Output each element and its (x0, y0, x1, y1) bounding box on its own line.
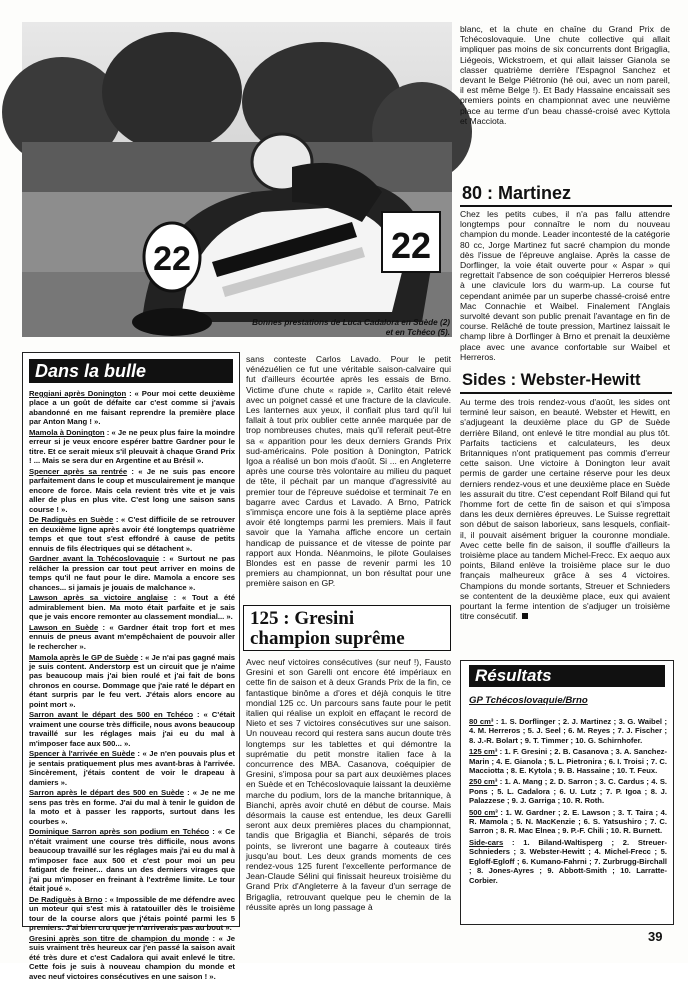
result-item (469, 717, 667, 745)
quote-head: Sarron après le départ des 500 en Suède (29, 788, 185, 798)
heading-rule (460, 205, 672, 207)
result-item (469, 808, 667, 836)
quote-item (29, 389, 235, 427)
quote-text: : « Je n'ai pas gagné mais je suis content. Anderstorp est un circuit que je n'aime pas beaucoup mais j'ai bien roulé et j'ai fait de bons chronos en course. Dommage que j'aie raté le départ en étant surpris par le feu vert. J'étais alors encore au point mort ». (29, 652, 235, 709)
quote-head: Spencer après sa rentrée (29, 467, 128, 476)
article-column-gresini (246, 657, 451, 912)
quote-text: : « C'était vraiment une course très difficile, nous avons beaucoup travaillé sur les réglages mais j'ai eu du mal à m'imposer face aux 500... ». (29, 710, 235, 748)
article-column-right-top (460, 24, 670, 126)
quote-item (29, 554, 235, 592)
quote-item (29, 710, 235, 748)
quote-head: De Radiguès en Suède (29, 515, 114, 525)
quote-head: Reggiani après Donington (29, 389, 127, 398)
quote-item (29, 428, 235, 466)
dans-la-bulle-box (22, 352, 240, 981)
bike-number-side: 22 (390, 225, 432, 266)
quote-text: : « Je ne suis pas encore parfaitement dans le coup et musculairement je manque encore de force. Mais cela revient très vite et je vais aller de plus en plus vite. C'est long une saison sans course ! ». (29, 467, 235, 514)
quote-head: Dominique Sarron après son podium en Tchéco (29, 827, 210, 837)
quote-head: De Radiguès à Brno (29, 894, 103, 904)
race-photo (22, 22, 452, 337)
article-paragraph: Chez les petits cubes, il n'a pas fallu attendre longtemps pour connaître le nom du nouveau champion du monde. Leader incontesté de la catégorie 80 cc, Jorge Martinez fut sacré champion du monde dès l'issue de l'épreuve anglaise. Après la casse de Dorflinger, la voie était ouverte pour « Aspar » qui regrettait l'absence de son coéquipier Herreros blessé à une clavicule lors du warm-up. La course fut cependant animée par un superbe chassé-croisé entre Mac Connachie et Waibel. Finalement l'Anglais survolté devant son public prenait l'avantage en fin de course. Relâché de toute pression, Martinez laissait le champ libre à Dorflinger à Brno et prenait la deuxième place avec une avance confortable sur Waibel et Herreros. (460, 209, 670, 362)
section-heading-sides: Sides : Webster-Hewitt (462, 371, 641, 389)
quote-item (29, 895, 235, 933)
article-paragraph: Avec neuf victoires consécutives (sur neuf !), Fausto Gresini et son Garelli ont encore été impériaux en cette fin de saison et à deux Grands Prix de la fin, ce fantastique binôme a d'ores et déjà conquis le titre mondial 125 cc. Un parcours sans faute pour le petit italien qui réalise un exploit en effaçant le record de Nieto et ses 7 victoires consécutives sur une saison. Un nouveau record qui restera sans aucun doute très longtemps sur les tablettes et qui démontre la suprématie du petit monstre italien face à la concurrence des MBA. Casanova, coéquipier de Gresini, s'imposa pour sa part aux deuxièmes places en Suède et en Tchécoslovaquie laissant la deuxième marche du podium, lors de la manche britannique, à Bianchi, après avoir chuté en début de course. Mais désormais la cause est entendue, les deux Garelli seront aux deux premières places du championnat, tandis que Brigaglia et Bianchi, séparés de trois points, se livreront une bagarre à couteaux tirés jusqu'au bout. Les deux grands moments de ces rendez-vous 125 furent l'excellente performance de Jean-Claude Sélini qui finissait heureux troisième du Grand Prix d'Angleterre à la faveur d'un serrage de Brigaglia, retrouvant quelque peu le chemin de la réussite après un long passage à (246, 657, 451, 912)
result-text: : 1. Biland-Waltisperg ; 2. Streuer-Schnieders ; 3. Webster-Hewitt ; 4. Michel-Frecc ; 5. Egloff-Egloff ; 6. Kumano-Fahrni ; 7. Zurbrugg-Birchall ; 8. Jones-Ayres ; 9. Abbott-Smith ; 10. Larratte-Corbier. (469, 837, 667, 885)
photo-caption: Bonnes prestations de Luca Cadalora en Suède (2) et en Tchéco (5). (252, 318, 450, 337)
article-paragraph: blanc, et la chute en chaîne du Grand Prix de Tchécoslovaquie. Une chute collective qui allait impliquer pas moins de six concurrents dont Brigaglia, Liégeois, Wickstroem, et qui allait laisser Gianola se classer quatrième derrière l'Espagnol Sanchez et devant le Belge Piétronio (hé oui, avec un nom pareil, il est même Belge !). Et Bady Hassaine encaissait ses premiers points en championnat avec une neuvième place au terme d'un beau chassé-croisé avec Kyttola et Macciota. (460, 24, 670, 126)
quote-item (29, 623, 235, 651)
section-heading-80: 80 : Martinez (462, 183, 572, 203)
quote-head: Gardner avant la Tchécoslovaquie (29, 554, 159, 564)
section-heading-125 (243, 605, 451, 651)
result-text: : 1. W. Gardner ; 2. E. Lawson ; 3. T. Taira ; 4. R. Mamola ; 5. N. MacKenzie ; 6. S. Yatsushiro ; 7. C. Sarron ; 8. R. Mac Elnea ; 9. P.-F. Chili ; 10. R. Burnett. (469, 807, 667, 836)
quote-item (29, 653, 235, 710)
quote-text: : « Gardner était trop fort et mes ennuis de pneus avant m'empêchaient de pouvoir aller le rechercher ». (29, 623, 236, 651)
quote-head: Sarron avant le départ des 500 en Tchéco (29, 710, 194, 720)
quote-item (29, 934, 235, 981)
result-item (469, 777, 667, 805)
results-subtitle: GP Tchécoslovaquie/Brno (469, 695, 588, 706)
quote-text: : « Pour moi cette deuxième place a un goût de défaite car c'est comme si j'avais abandonné en me faisant reprendre la première place par Anton Mang ! ». (29, 389, 236, 427)
quote-text: : « Surtout ne pas relâcher la pression car tout peut arriver en moins de temps qu'il ne faut pour le dire. Mamola a encore ses chances... si jamais je jouais de malchance ». (29, 554, 235, 592)
heading-line-2: champion suprême (250, 628, 405, 649)
article-column-martinez (460, 209, 670, 362)
results-box (460, 660, 674, 925)
quote-item (29, 593, 235, 621)
result-class: 500 cm³ (469, 807, 498, 817)
result-class: 80 cm³ (469, 717, 494, 726)
quote-text: : « C'est difficile de se retrouver en deuxième ligne après avoir été longtemps quatrième temps et que tout s'est effondré à cause de petits ennuis de fils électriques qui se détachent ». (29, 515, 235, 553)
quote-text: : « Je n'en pouvais plus et je sentais pratiquement plus mes avant-bras à l'arrivée. Sincèrement, j'étais content de voir le drapeau à damiers ». (29, 749, 235, 787)
quote-item (29, 467, 235, 514)
quote-text: : « Je suis vraiment très heureux car j'en passé la saison avait été très dure et c'est Cadalora qui avait enlevé le titre. Cette fois je suis à nouveau champion du monde et avec neuf victoires consécutives en une saison ! ». (29, 933, 236, 981)
article-column-sides (460, 397, 670, 621)
quote-text: : « Je ne peux plus faire la moindre erreur si je veux encore espérer battre Gardner pour le titre. Et ce serait mieux s'il pleuvait à chaque Grand Prix ! ... Mais se sera dur en Argentine et au Brésil ». (29, 428, 235, 466)
quote-head: Lawson en Suède (29, 623, 99, 632)
quote-text: : « Impossible de me défendre avec un moteur qui s'est mis à ratatouiller dès le troisième tour de la course alors que j'étais pointé parmi les 5 premiers. J'ai bien cru que je n'arriverais pas au bout ». (29, 894, 236, 933)
result-text: : 1. A. Mang ; 2. D. Sarron ; 3. C. Cardus ; 4. S. Pons ; 5. L. Cadalora ; 6. U. Lutz ; 7. P. Igoa ; 8. J. Palazzese ; 9. J. Garriga ; 10. R. Roth. (469, 777, 668, 806)
page-number: 39 (648, 929, 663, 944)
quote-item (29, 827, 235, 893)
quote-head: Mamola à Donington (29, 428, 105, 437)
article-paragraph: sans conteste Carlos Lavado. Pour le petit vénézuélien ce fut une véritable saison-calvaire qui fut d'ailleurs écourtée après les essais de Brno. Victime d'une chute « rapide », Carlito était relevé avec un poignet cassé et une fracture de la clavicule. Les lanternes aux yeux, il confiait plus tard qu'il lui fallait à tout prix oublier cette année marquée par de trop nombreuses chutes, mais qu'il referait peut-être sa « apparition pour les deux derniers Grands Prix sud-américains. Pole position à Donington, Patrick Igoa a réalisé un bon mois d'août. Si ... en Angleterre après une course très volontaire au milieu du paquet de tête, il péchait par un manque d'agressivité au premier tour de l'épreuve suédoise et terminait 7e en bagarre avec Cardus et Lavado. A Brno, Patrick s'immisça encore une fois à la septième place après avoir été longtemps parmi les premiers. Mais il faut savoir que la Yamaha affiche encore un certain handicap de puissance et de vitesse de pointe par rapport aux Honda. Néanmoins, le pilote Goulaises Blondes est en passe de revenir parmi les 10 premiers au championnat, un bon résultat pour une première saison en GP. (246, 354, 451, 589)
quote-text: : « Je ne me sens pas très en forme. J'ai du mal à tenir le guidon de la moto et à passer les rapports, surtout dans les courbes ». (29, 788, 236, 826)
result-text: : 1. S. Dorflinger ; 2. J. Martinez ; 3. G. Waibel ; 4. M. Herreros ; 5. J. Seel ; 6. M. Reyes ; 7. J. Fischer ; 8. J.-R. Bolart ; 9. T. Timmer ; 10. G. Schirnhofer. (469, 717, 667, 745)
quote-head: Mamola après le GP de Suède (29, 652, 139, 662)
result-item (469, 747, 667, 775)
result-class: 125 cm³ (469, 747, 498, 757)
quote-head: Spencer à l'arrivée en Suède (29, 749, 135, 759)
end-mark (522, 613, 528, 619)
results-title: Résultats (469, 665, 665, 687)
result-class: Side-cars (469, 837, 504, 847)
article-paragraph (460, 397, 670, 621)
heading-line-1: 125 : Gresini (250, 608, 355, 629)
article-column-middle-top (246, 354, 451, 589)
quote-head: Lawson après sa victoire anglaise (29, 593, 168, 603)
result-class: 250 cm³ (469, 777, 498, 787)
heading-rule (460, 392, 672, 394)
quote-text: : « Ce n'était vraiment une course très difficile, nous avons beaucoup travaillé sur les réglages mais j'ai eu du mal à m'imposer face aux 500 et c'est pour moi un peu fatigant de freiner... dans un des derniers virages que j'ai pu m'imposer en freinant à l'extrême limite. Le tour était joué ». (29, 827, 235, 894)
bike-number-front: 22 (153, 240, 191, 278)
quote-head: Gresini après son titre de champion du monde (29, 933, 209, 943)
results-list (469, 717, 667, 887)
quote-text: : « Tout a été admirablement bien. Ma moto était parfaite et je sais que je vais encore remonter au classement mondial... ». (29, 593, 235, 622)
sides-text: Au terme des trois rendez-vous d'août, les sides ont terminé leur saison, en beauté. Webster et Hewitt, en s'adjugeant la deuxième place du GP de Suède derrière Biland, ont enlevé le titre mondial au plus tôt. Parfaits tacticiens et calculateurs, les deux Britanniques n'ont pratiquement pas commis d'erreur cette saison. Une victoire à Donington leur avait permis de garder une certaine réserve pour les deux derniers rendez-vous et une deuxième place en Suède les assurait du titre. C'est cependant Rolf Biland qui fut l'homme fort de cette fin de saison et qui s'imposa dans les deux dernières épreuves. Le Suisse regrettait son début de saison laborieux, sans lesquels, confiait-il, il pouvait aisément briguer la couronne mondiale. Avec cette belle fin de saison, il souffle d'ailleurs la troisième place au tandem Michel-Frecc. Ex aequo aux points, Biland enlève la troisième place sur le duo français malheureux grâce à ses 4 victoires. Champions du monde sortants, Streuer et Schnieders se contentent de la deuxième place, eux qui avaient pourtant la ferme intention de s'adjuger un troisième titre consécutif. (460, 397, 670, 622)
quote-item (29, 749, 235, 787)
quote-item (29, 515, 235, 553)
result-item (469, 838, 667, 885)
bulle-quotes (29, 389, 235, 982)
bulle-title: Dans la bulle (29, 359, 233, 383)
quote-item (29, 788, 235, 826)
result-text: : 1. F. Gresini ; 2. B. Casanova ; 3. A. Sanchez-Marin ; 4. E. Gianola ; 5. L. Pietronira ; 6. I. Troisi ; 7. C. Macciotta ; 8. E. Kytola ; 9. B. Hassaine ; 10. T. Feux. (469, 747, 667, 776)
